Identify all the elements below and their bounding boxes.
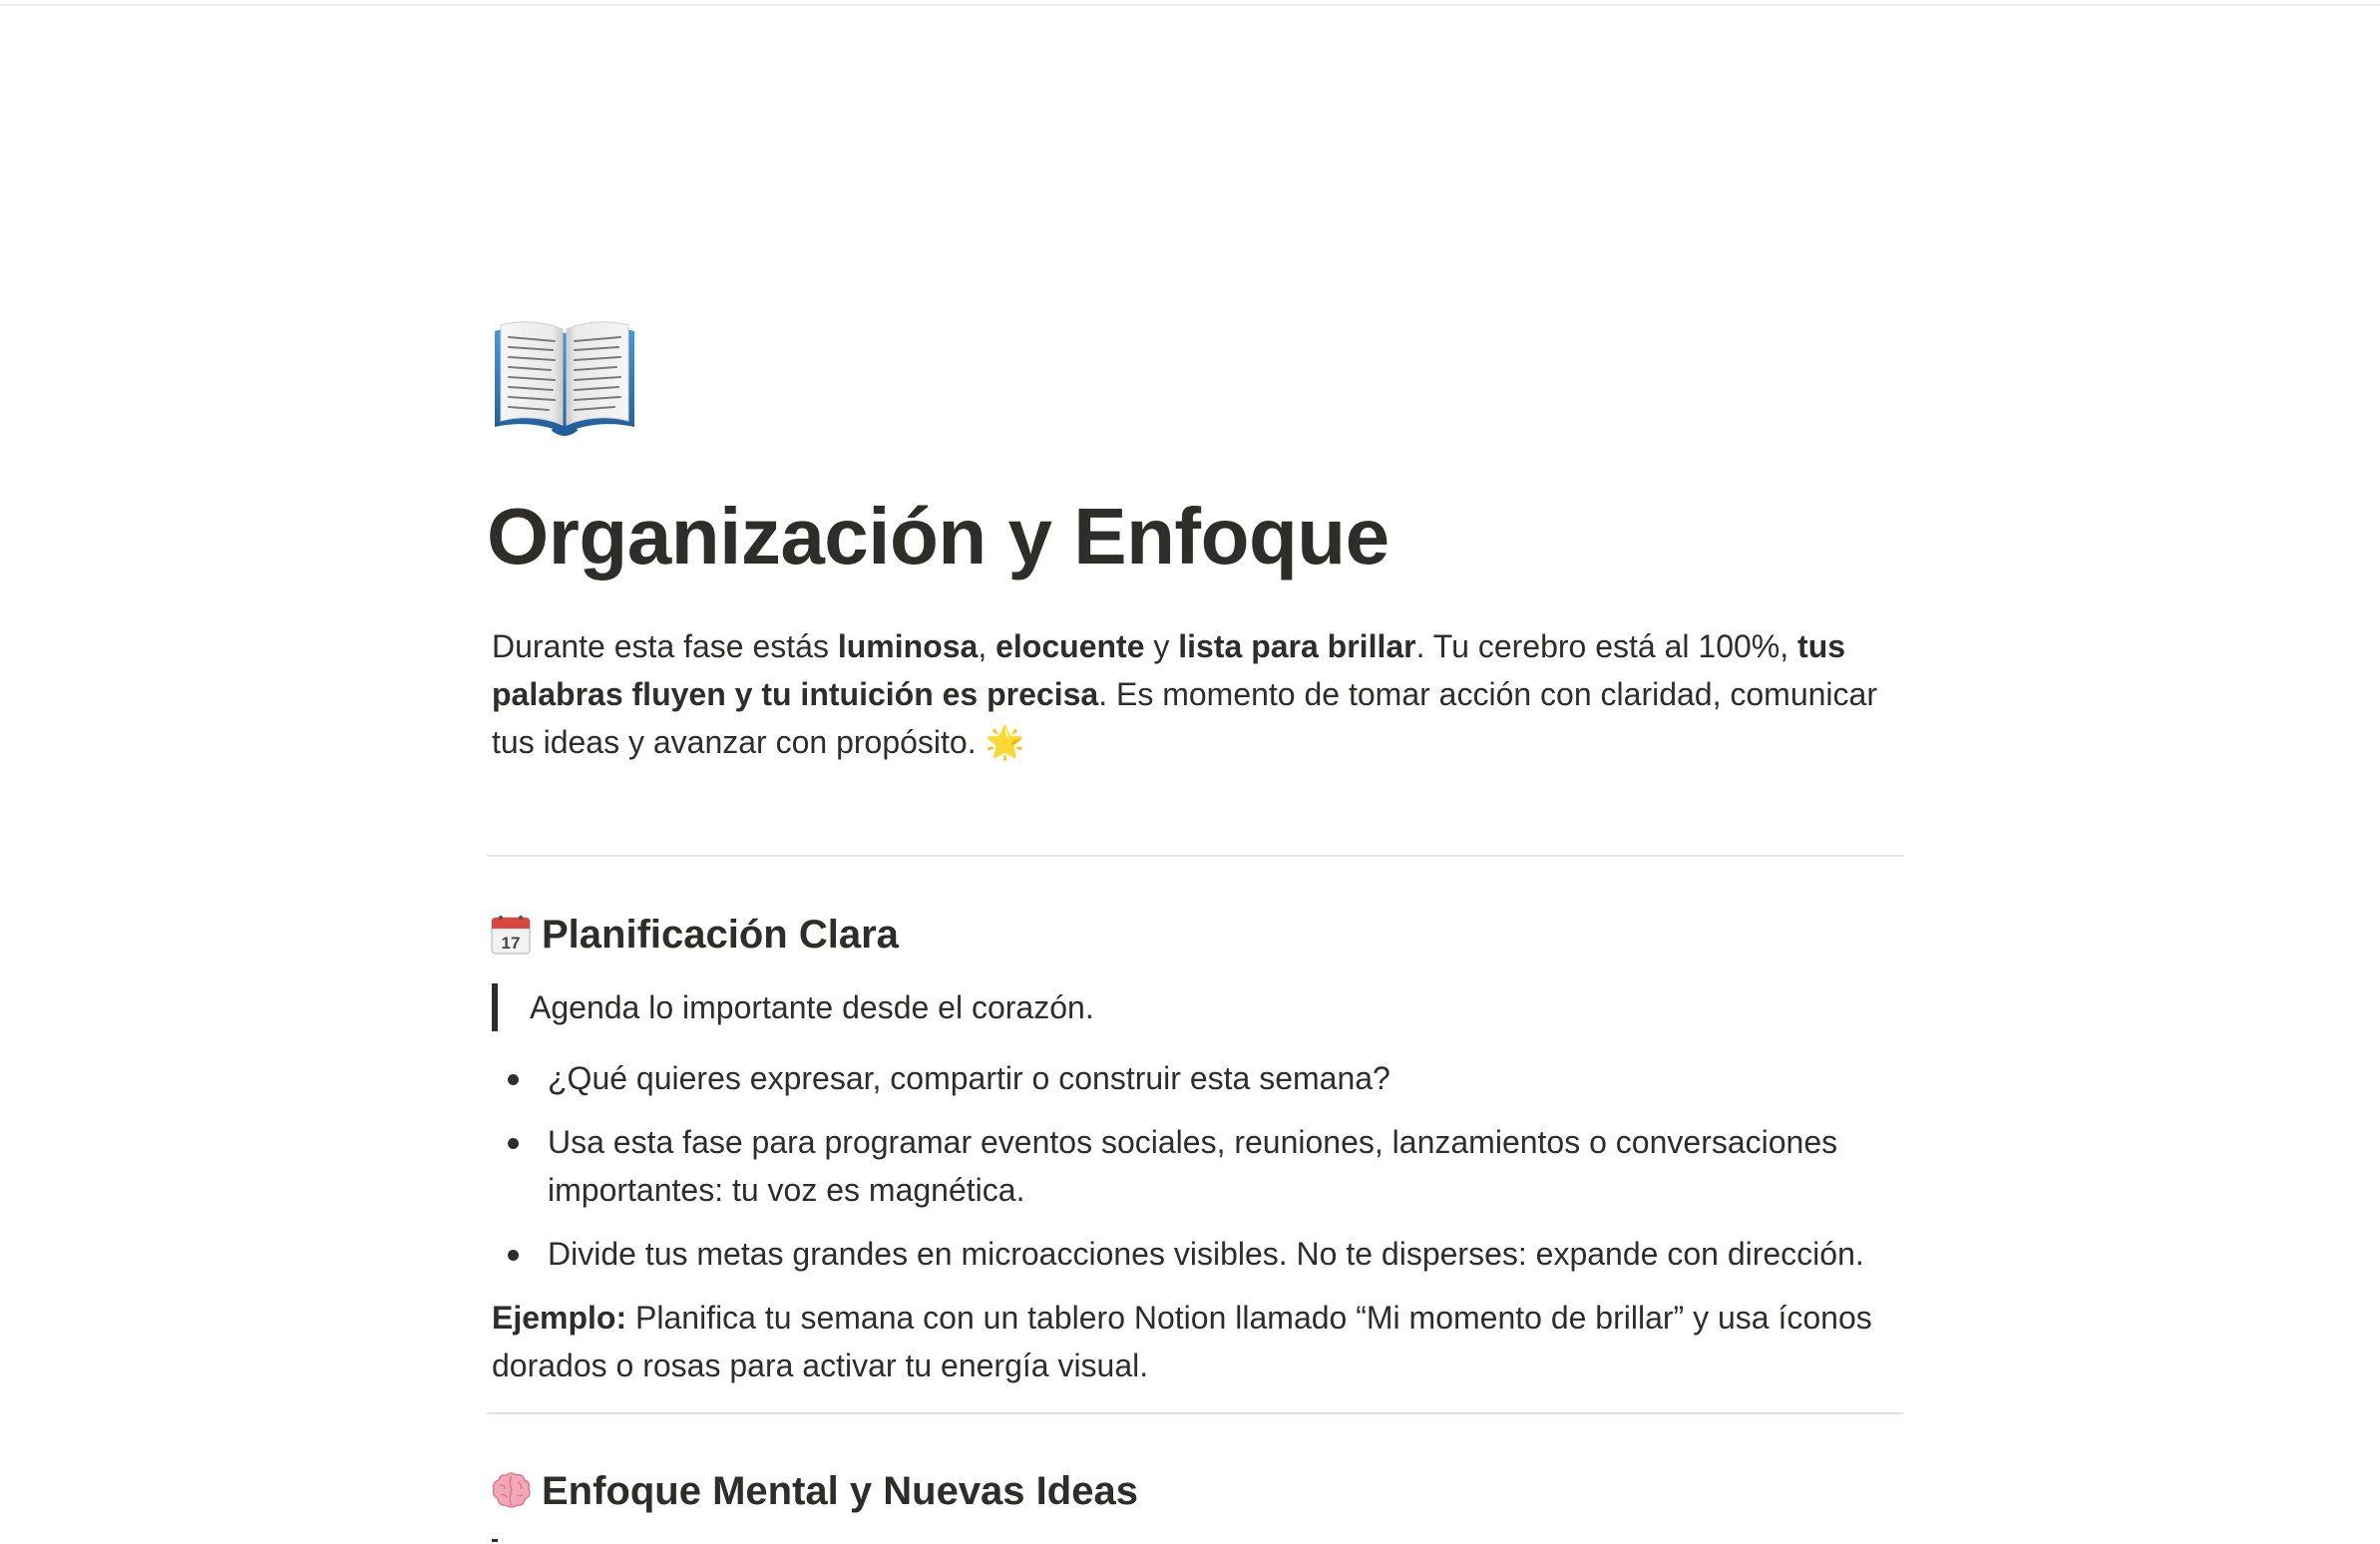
example-text: Planifica tu semana con un tablero Notion llamado “Mi momento de brillar” y usa íconos dorados o rosas para activar tu energía visual. — [492, 1300, 1872, 1383]
page-content — [487, 0, 1903, 1544]
intro-bold-segment: luminosa — [837, 628, 979, 664]
intro-text-segment: , — [978, 628, 996, 664]
intro-text-segment: . Tu cerebro está al 100%, — [1415, 628, 1798, 664]
list-item-text: ¿Qué quieres expresar, compartir o construir esta semana? — [548, 1060, 1390, 1096]
list-item[interactable] — [492, 1054, 1908, 1102]
list-item[interactable] — [492, 1230, 1908, 1278]
bullet-list — [492, 1054, 1908, 1294]
page-title[interactable]: Organización y Enfoque — [487, 492, 1389, 580]
calendar-day: 17 — [501, 934, 521, 953]
intro-text-segment: . Es momento de tomar acción con claridad, comunicar tus ideas y avanzar con propósito. — [492, 676, 1877, 760]
calendar-icon — [490, 914, 532, 956]
intro-bold-segment: lista para brillar — [1178, 628, 1416, 664]
bullet-dot — [508, 1250, 519, 1261]
list-item-text: Divide tus metas grandes en microacciones visibles. No te disperses: expande con dirección. — [548, 1236, 1864, 1272]
section-heading-text: Planificación Clara — [542, 913, 899, 957]
section-heading-text: Enfoque Mental y Nuevas Ideas — [542, 1469, 1138, 1513]
divider — [487, 1412, 1903, 1414]
divider — [487, 855, 1903, 857]
section-heading-planificacion[interactable] — [490, 907, 899, 963]
open-book-icon[interactable] — [491, 317, 638, 439]
next-block-edge — [492, 1539, 498, 1542]
example-label: Ejemplo: — [492, 1300, 627, 1336]
example-paragraph[interactable] — [492, 1294, 1888, 1389]
intro-bold-segment: elocuente — [995, 628, 1145, 664]
brain-icon — [490, 1470, 532, 1512]
section-heading-enfoque[interactable] — [490, 1463, 1138, 1519]
bullet-dot — [508, 1138, 519, 1149]
intro-paragraph[interactable] — [492, 622, 1898, 766]
intro-text-segment: Durante esta fase estás — [492, 628, 838, 664]
quote-block[interactable]: Agenda lo importante desde el corazón. — [492, 983, 1094, 1031]
list-item[interactable] — [492, 1118, 1908, 1214]
list-item-text: Usa esta fase para programar eventos sociales, reuniones, lanzamientos o conversaciones importantes: tu voz es magnética. — [548, 1124, 1838, 1208]
star-icon: 🌟 — [985, 724, 1025, 760]
intro-bold-segment: tus palabras fluyen y tu intuición es precisa — [492, 628, 1846, 712]
intro-text-segment: y — [1144, 628, 1179, 664]
bullet-dot — [508, 1074, 519, 1085]
